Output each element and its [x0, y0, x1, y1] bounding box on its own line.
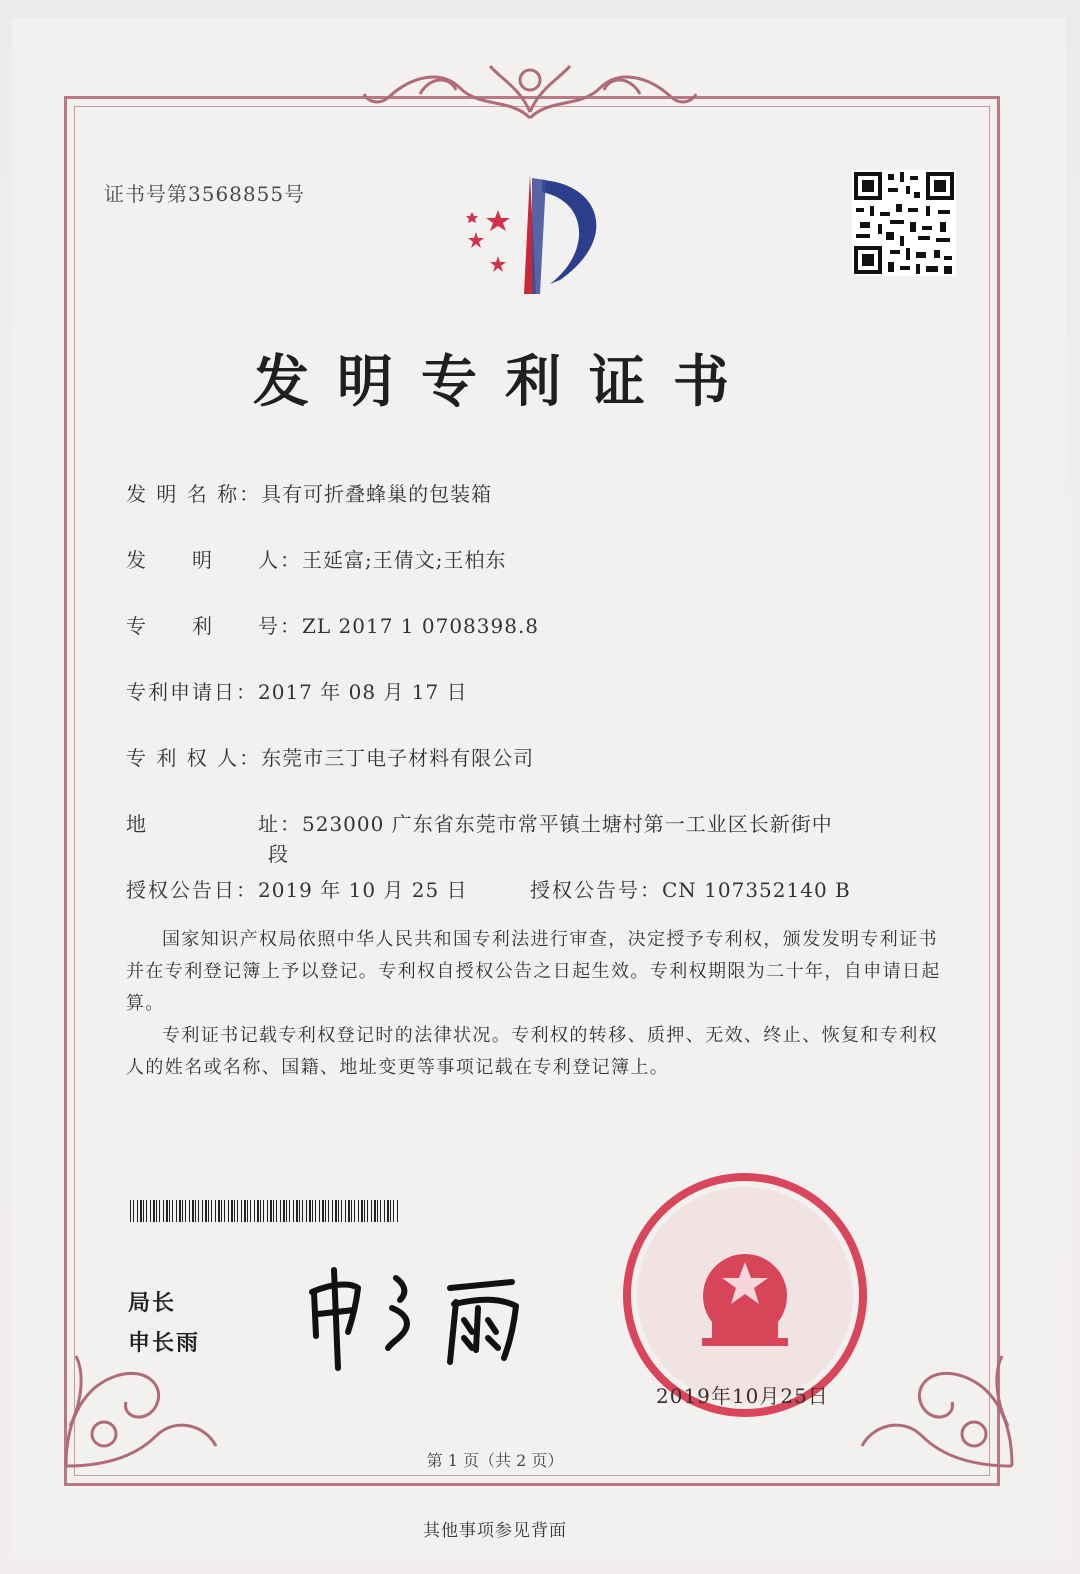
- top-ornament-icon: [360, 58, 700, 120]
- address-value-line2: 段: [268, 842, 289, 866]
- address-row: [126, 808, 833, 837]
- certificate-number: 证书号第3568855号: [104, 182, 306, 206]
- invention-name-label: 发 明 名 称：: [126, 482, 262, 506]
- inventors-value: 王延富;王倩文;王柏东: [302, 548, 507, 572]
- invention-name-row: [126, 478, 492, 507]
- grant-number-value: CN 107352140 B: [662, 878, 851, 902]
- footer-note: 其他事项参见背面: [423, 1521, 567, 1541]
- director-title: 局长: [128, 1291, 177, 1316]
- filing-date-row: [126, 676, 468, 705]
- patent-number-row: [126, 610, 539, 639]
- qr-code-icon: [852, 170, 956, 276]
- grant-date-row: [126, 874, 468, 903]
- address-value-line1: 523000 广东省东莞市常平镇土塘村第一工业区长新街中: [302, 812, 833, 836]
- filing-date-label: 专利申请日：: [126, 680, 258, 704]
- address-continuation: [268, 838, 289, 867]
- cnipa-logo-icon: [450, 168, 610, 300]
- grant-number-row: [530, 874, 851, 903]
- director-name: 申长雨: [128, 1331, 201, 1356]
- patentee-value: 东莞市三丁电子材料有限公司: [261, 746, 535, 770]
- inventors-label: 发 明 人：: [126, 548, 302, 572]
- patentee-row: [126, 742, 534, 771]
- patent-number-value: ZL 2017 1 0708398.8: [302, 614, 540, 638]
- address-label: 地 址：: [126, 812, 302, 836]
- invention-name-value: 具有可折叠蜂巢的包装箱: [261, 482, 493, 506]
- certificate-title: 发明专利证书: [253, 350, 757, 415]
- statement-paragraph-1: 国家知识产权局依照中华人民共和国专利法进行审查，决定授予专利权，颁发发明专利证书并在专利登记簿上予以登记。专利权自授权公告之日起生效。专利权期限为二十年，自申请日起算。: [126, 929, 941, 1014]
- filing-date-value: 2017 年 08 月 17 日: [258, 680, 468, 704]
- patentee-label: 专 利 权 人：: [126, 746, 262, 770]
- statement-paragraph-2: 专利证书记载专利权登记时的法律状况。专利权的转移、质押、无效、终止、恢复和专利权人的姓名或名称、国籍、地址变更等事项记载在专利登记簿上。: [126, 1025, 938, 1078]
- grant-number-label: 授权公告号：: [530, 878, 662, 902]
- barcode-icon: [130, 1200, 400, 1222]
- patent-number-label: 专 利 号：: [126, 614, 302, 638]
- page-indicator: 第 1 页（共 2 页）: [426, 1451, 564, 1470]
- grant-date-label: 授权公告日：: [126, 878, 258, 902]
- handwritten-signature: [300, 1262, 540, 1372]
- seal-date: 2019年10月25日: [656, 1384, 829, 1408]
- grant-date-value: 2019 年 10 月 25 日: [258, 878, 468, 902]
- inventors-row: [126, 544, 506, 573]
